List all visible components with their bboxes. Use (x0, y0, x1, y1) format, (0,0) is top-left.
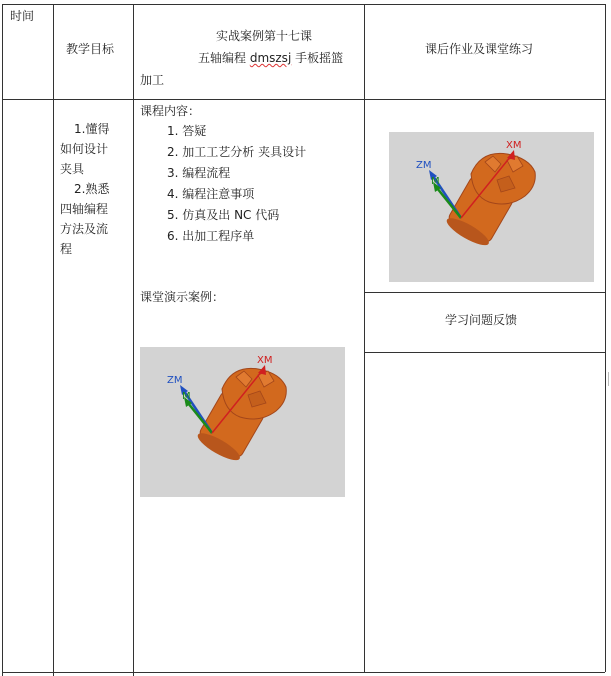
content-item-5: 5. 仿真及出 NC 代码 (167, 208, 280, 222)
zm-label-2: ZM (416, 160, 432, 171)
course-title-line3: 加工 (140, 73, 165, 87)
table-left-border (2, 4, 3, 676)
content-item-6: 6. 出加工程序单 (167, 229, 255, 243)
objective-2-line1: 2.熟悉 (74, 182, 110, 196)
right-cell-divider-2 (364, 352, 605, 353)
header-row-bottom-border (2, 99, 605, 100)
demo-part-image (140, 347, 345, 497)
objective-2-line4: 程 (60, 242, 73, 256)
objective-1-line1: 1.懂得 (74, 122, 110, 136)
xm-label: XM (257, 355, 273, 366)
course-title-line2 (198, 50, 343, 66)
zm-label: ZM (167, 375, 183, 386)
content-item-3: 3. 编程流程 (167, 166, 231, 180)
part-model-graphic (140, 347, 345, 497)
objective-2-line2: 四轴编程 (60, 202, 109, 216)
feedback-label: 学习问题反馈 (445, 313, 518, 327)
content-item-2: 2. 加工工艺分析 夹具设计 (167, 145, 307, 159)
ym-label-2: M (431, 176, 440, 187)
header-time: 时间 (10, 9, 35, 23)
table-top-border (2, 4, 605, 5)
header-objective: 教学目标 (66, 42, 115, 56)
objective-2-line3: 方法及流 (60, 222, 109, 236)
content-heading: 课程内容： (140, 104, 201, 118)
objective-1-line2: 如何设计 (60, 142, 109, 156)
col-divider-2 (133, 4, 134, 676)
course-title-prefix: 五轴编程 (198, 51, 250, 65)
course-title-line1: 实战案例第十七课 (216, 29, 313, 43)
objective-1-line3: 夹具 (60, 162, 85, 176)
ym-label: M (182, 391, 191, 402)
col-divider-3 (364, 4, 365, 672)
part-model-graphic-2 (389, 132, 594, 282)
course-title-code: dmszsj (249, 51, 292, 65)
content-item-4: 4. 编程注意事项 (167, 187, 255, 201)
course-title-suffix: 手板摇篮 (291, 51, 344, 65)
homework-part-image (389, 132, 594, 282)
edge-tick (608, 372, 609, 386)
demo-heading: 课堂演示案例： (140, 290, 225, 304)
table-right-border (605, 4, 606, 672)
content-item-1: 1. 答疑 (167, 124, 207, 138)
header-homework: 课后作业及课堂练习 (425, 42, 534, 56)
col-divider-1 (53, 4, 54, 676)
right-cell-divider-1 (364, 292, 605, 293)
xm-label-2: XM (506, 140, 522, 151)
table-bottom-border (2, 672, 605, 673)
